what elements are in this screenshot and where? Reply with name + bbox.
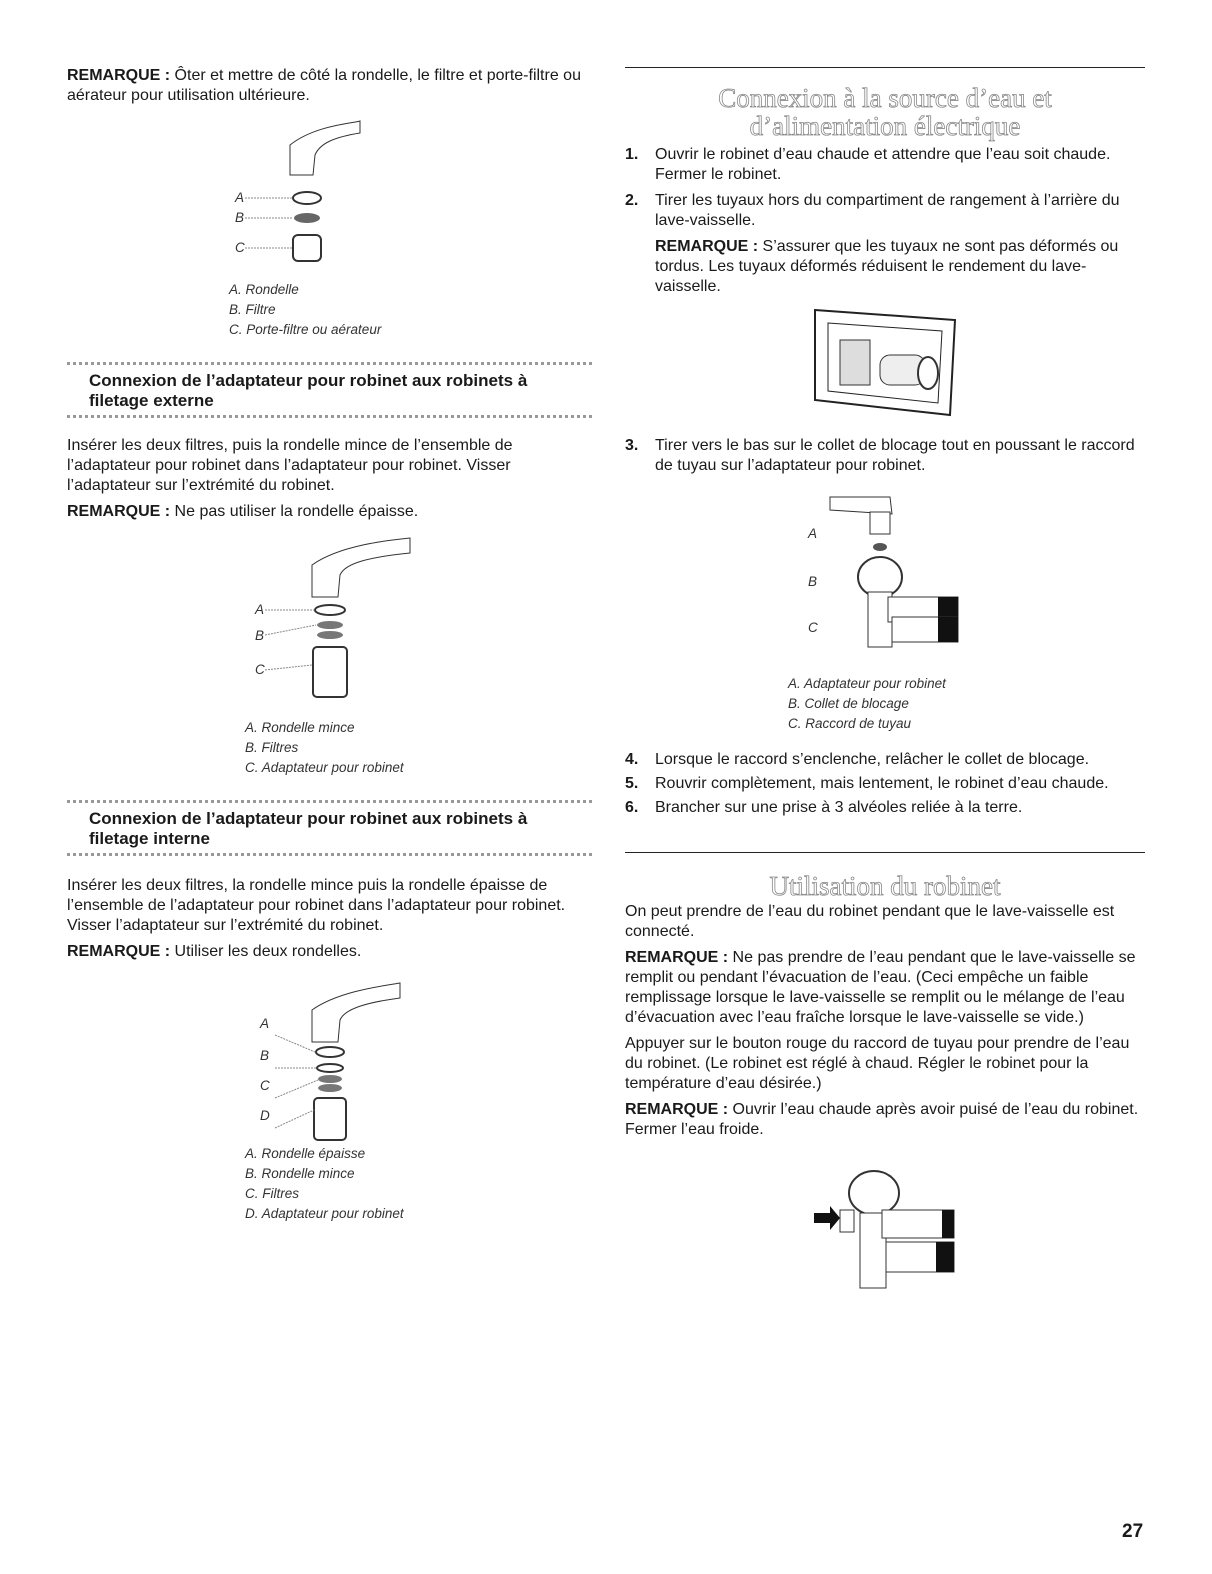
- figure-caption: [229, 280, 381, 340]
- step-text: Lorsque le raccord s’enclenche, relâcher le collet de blocage.: [655, 751, 1090, 768]
- step: [625, 774, 1150, 794]
- callout-d: D: [260, 1108, 270, 1123]
- step-number: 4.: [625, 751, 639, 768]
- note-text: Utiliser les deux rondelles.: [170, 943, 362, 960]
- caption-line: B. Filtres: [245, 740, 299, 755]
- section-heading-internal-thread: Connexion de l’adaptateur pour robinet aux robinets à filetage interne: [67, 800, 592, 856]
- figure-caption: [245, 1144, 404, 1224]
- step-number: 1.: [625, 146, 639, 163]
- step-text: Tirer vers le bas sur le collet de blocage tout en poussant le raccord de tuyau sur l’adaptateur pour robinet.: [655, 437, 1135, 474]
- caption-line: A. Adaptateur pour robinet: [788, 676, 946, 691]
- caption-line: D. Adaptateur pour robinet: [245, 1206, 404, 1221]
- caption-line: B. Rondelle mince: [245, 1166, 355, 1181]
- callout-c: C: [235, 240, 245, 255]
- callout-b: B: [260, 1048, 270, 1063]
- callout-b: B: [255, 628, 265, 643]
- divider: [625, 852, 1145, 853]
- caption-line: B. Filtre: [229, 302, 276, 317]
- note-text: S’assurer que les tuyaux ne sont pas déformés ou tordus. Les tuyaux déformés réduisent le rendement du lave-vaisselle.: [655, 238, 1119, 295]
- section-heading-water-electric: Connexion à la source d’eau et d’alimentation électrique: [718, 83, 1052, 141]
- steps-list: [625, 750, 1150, 824]
- step-text: Rouvrir complètement, mais lentement, le robinet d’eau chaude.: [655, 775, 1109, 792]
- paragraph: Insérer les deux filtres, puis la rondelle mince de l’ensemble de l’adaptateur pour robinet dans l’adaptateur pour robinet. Visser l’adaptateur sur l’extrémité du robinet.: [67, 437, 513, 494]
- note-label: REMARQUE :: [625, 949, 729, 966]
- caption-line: A. Rondelle mince: [245, 720, 355, 735]
- callout-a: A: [235, 190, 245, 205]
- paragraph: Insérer les deux filtres, la rondelle mince puis la rondelle épaisse de l’ensemble de l’adaptateur pour robinet dans l’adaptateur pour robinet. Visser l’adaptateur sur l’extrémité du robinet.: [67, 877, 566, 934]
- divider: [625, 67, 1145, 68]
- caption-line: C. Raccord de tuyau: [788, 716, 912, 731]
- page-number: 27: [1122, 1521, 1144, 1542]
- callout-c: C: [260, 1078, 270, 1093]
- step-number: 3.: [625, 437, 639, 454]
- step-text: Tirer les tuyaux hors du compartiment de rangement à l’arrière du lave-vaisselle.: [655, 192, 1120, 229]
- caption-line: C. Adaptateur pour robinet: [245, 760, 404, 775]
- hose-compartment-illustration: [810, 305, 960, 420]
- note-text: Ne pas prendre de l’eau pendant que le lave-vaisselle se remplit ou pendant l’évacuation de l’eau. (Ceci empêche un faible remplissage lorsque le lave-vaisselle se remplit ou le mélange de l’eau d’évacuation avec l’eau fraîche lorsque le lave-vaisselle se vide.): [625, 949, 1136, 1026]
- step: [625, 145, 1145, 185]
- caption-line: B. Collet de blocage: [788, 696, 909, 711]
- note-label: REMARQUE :: [625, 1101, 729, 1118]
- paragraph: Appuyer sur le bouton rouge du raccord de tuyau pour prendre de l’eau du robinet. (Le robinet est réglé à chaud. Régler le robinet pour la température d’eau désirée.): [625, 1035, 1130, 1092]
- section-body: [67, 436, 592, 522]
- callout-a: A: [255, 602, 265, 617]
- note-label: REMARQUE :: [67, 503, 171, 520]
- note-text: Ôter et mettre de côté la rondelle, le filtre et porte-filtre ou aérateur pour utilisation ultérieure.: [67, 67, 581, 104]
- note-text: Ouvrir l’eau chaude après avoir puisé de l’eau du robinet. Fermer l’eau froide.: [625, 1101, 1139, 1138]
- figure-caption: [788, 674, 946, 734]
- step-number: 2.: [625, 192, 639, 209]
- note-remove-parts: [67, 66, 592, 106]
- callout-b: B: [808, 574, 818, 589]
- callout-c: C: [808, 620, 818, 635]
- caption-line: C. Filtres: [245, 1186, 299, 1201]
- callout-c: C: [255, 662, 265, 677]
- step-3: [625, 436, 1145, 482]
- steps-list: [625, 145, 1145, 297]
- section-body: [625, 902, 1145, 1140]
- faucet-aerator-illustration: [225, 115, 375, 275]
- step-number: 6.: [625, 799, 639, 816]
- section-heading-external-thread: Connexion de l’adaptateur pour robinet aux robinets à filetage externe: [67, 362, 592, 418]
- internal-thread-adapter-illustration: [250, 980, 420, 1145]
- external-thread-adapter-illustration: [250, 535, 420, 710]
- callout-a: A: [260, 1016, 270, 1031]
- step-text: Ouvrir le robinet d’eau chaude et attendre que l’eau soit chaude. Fermer le robinet.: [655, 146, 1111, 183]
- note-label: REMARQUE :: [67, 67, 171, 84]
- step: [625, 191, 1145, 231]
- step-text: Brancher sur une prise à 3 alvéoles reliée à la terre.: [655, 799, 1023, 816]
- caption-line: A. Rondelle: [229, 282, 299, 297]
- step: [625, 750, 1150, 770]
- section-heading-faucet-use: Utilisation du robinet: [769, 871, 1001, 901]
- note-text: Ne pas utiliser la rondelle épaisse.: [170, 503, 419, 520]
- caption-line: C. Porte-filtre ou aérateur: [229, 322, 382, 337]
- step: [625, 798, 1150, 818]
- note-label: REMARQUE :: [655, 238, 759, 255]
- caption-line: A. Rondelle épaisse: [245, 1146, 366, 1161]
- callout-b: B: [235, 210, 245, 225]
- hose-button-illustration: [812, 1168, 962, 1293]
- hose-connection-illustration: [820, 492, 970, 652]
- section-body: [67, 876, 592, 962]
- callout-a: A: [808, 526, 818, 541]
- paragraph: On peut prendre de l’eau du robinet pendant que le lave-vaisselle est connecté.: [625, 903, 1115, 940]
- note-label: REMARQUE :: [67, 943, 171, 960]
- figure-caption: [245, 718, 404, 778]
- step-number: 5.: [625, 775, 639, 792]
